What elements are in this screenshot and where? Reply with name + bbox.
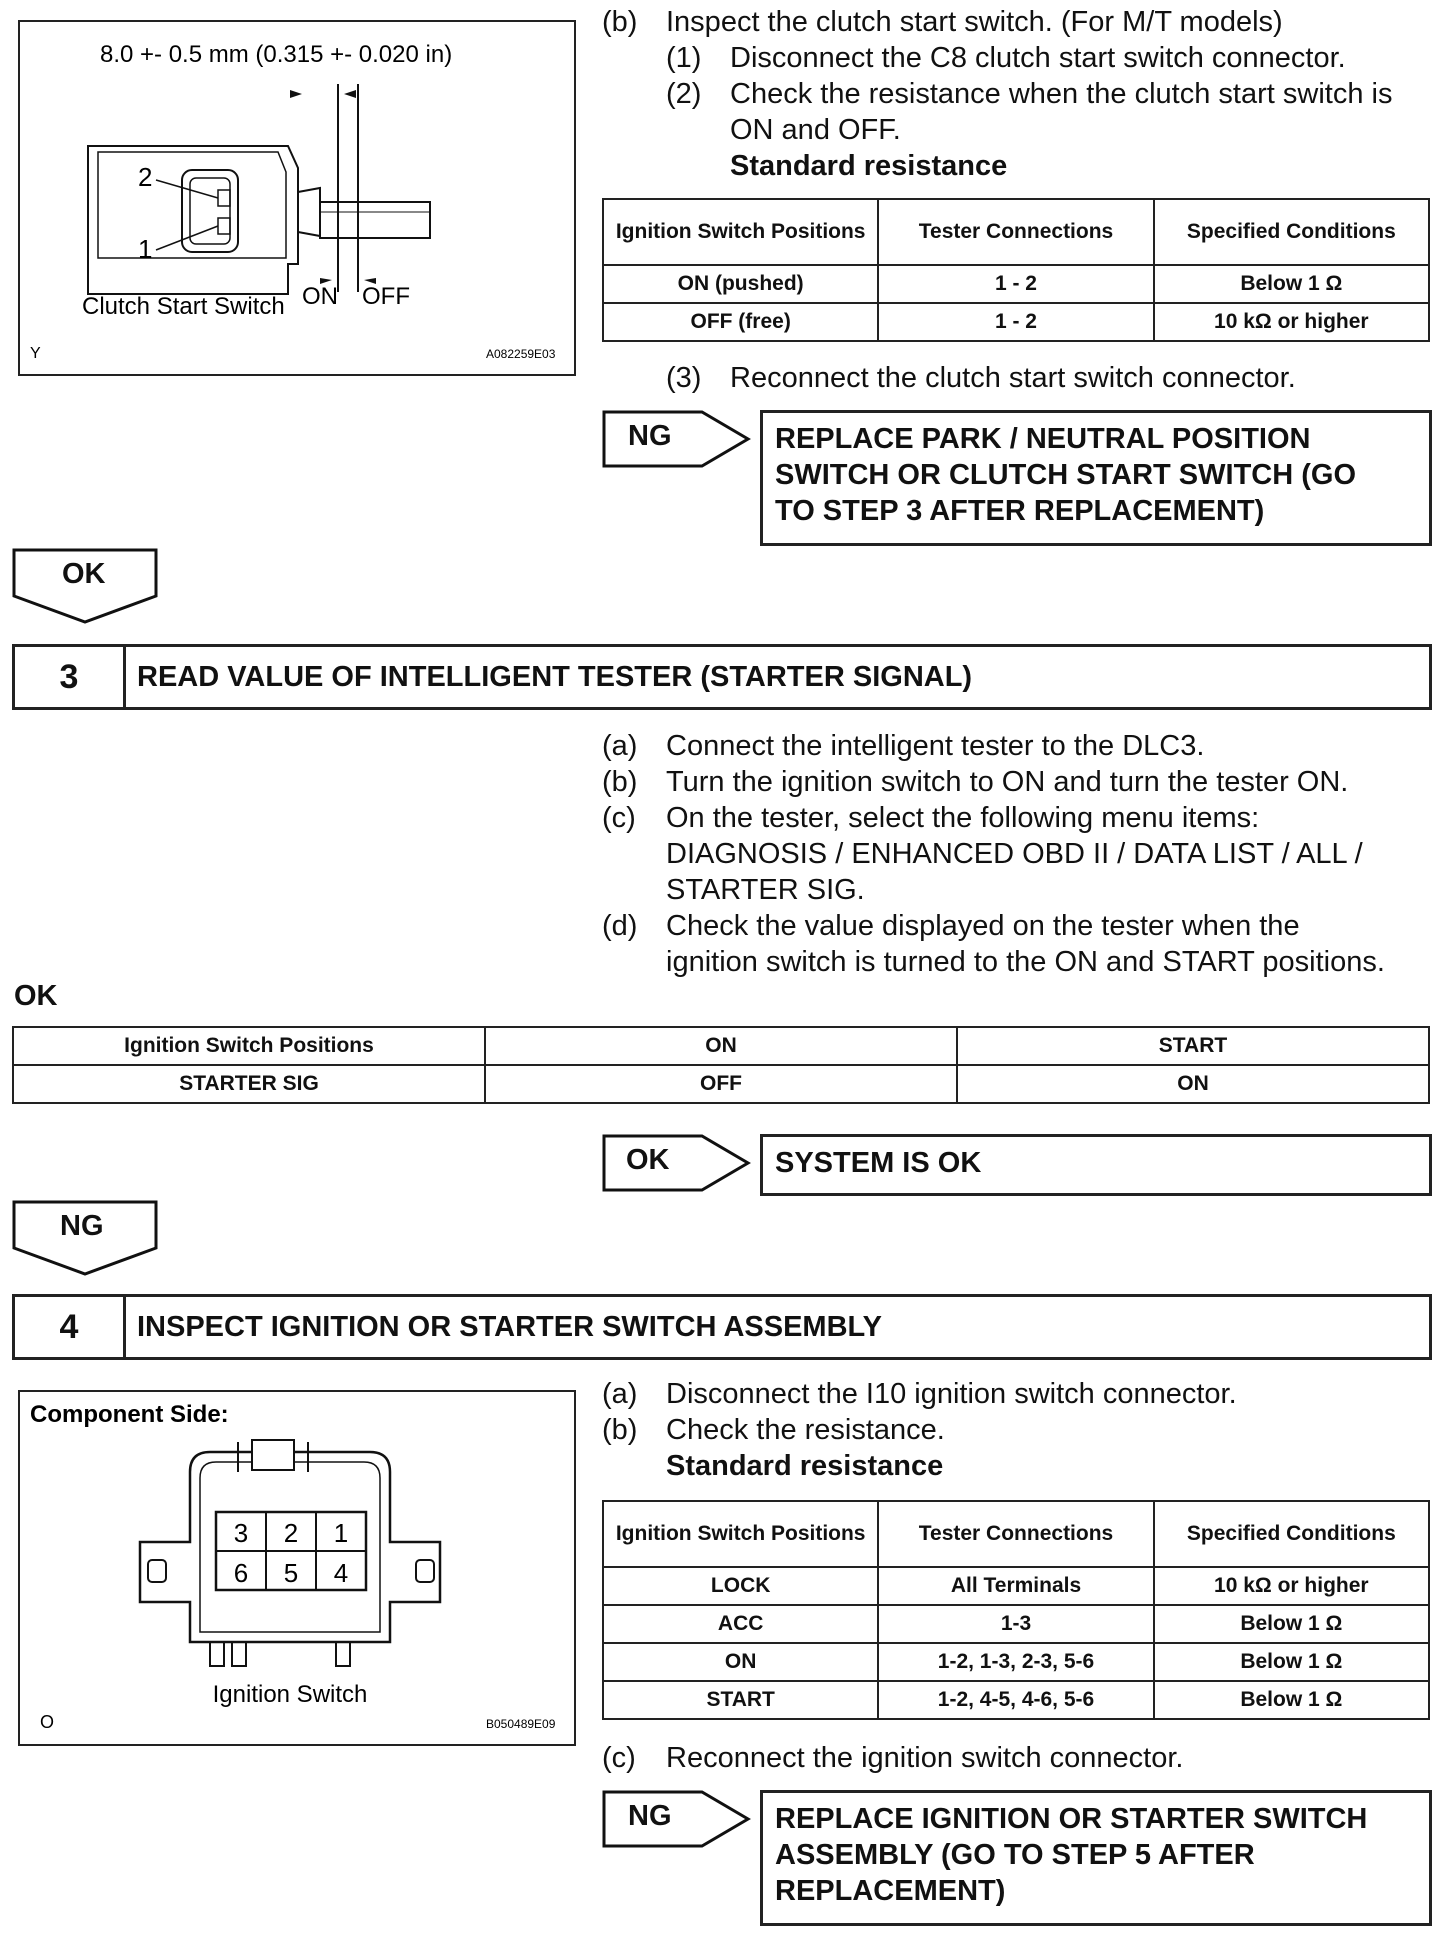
pin-5-label: 5 <box>283 1558 299 1588</box>
pin-2-label: 2 <box>138 162 153 192</box>
pin-1-label: 1 <box>333 1518 349 1548</box>
clutch-switch-diagram <box>20 22 574 374</box>
pin-4-label: 4 <box>333 1558 349 1588</box>
pin-3-label: 3 <box>233 1518 249 1548</box>
step-title: INSPECT IGNITION OR STARTER SWITCH ASSEMBLY <box>137 1311 882 1343</box>
component-side-label: Component Side: <box>30 1401 229 1428</box>
ignition-switch-figure <box>18 1390 576 1746</box>
pin-1-label: 1 <box>138 234 153 264</box>
ignition-switch-caption: Ignition Switch <box>212 1681 368 1708</box>
table-row: ON (pushed) 1 - 2 Below 1 Ω <box>603 265 1429 303</box>
figure-corner-mark: O <box>40 1712 55 1732</box>
clutch-switch-resistance-table <box>602 198 1430 342</box>
table-header-row: Ignition Switch Positions Tester Connections Specified Conditions <box>603 199 1429 265</box>
pin-6-label: 6 <box>233 1558 249 1588</box>
ok-tag-step3: OK <box>602 1134 752 1192</box>
step-number: 3 <box>15 647 126 707</box>
off-label: OFF <box>362 283 410 310</box>
ng-tag-step2: NG <box>602 410 752 468</box>
ok-flow-arrow: OK <box>12 548 158 624</box>
clutch-switch-figure <box>18 20 576 376</box>
table-row: ON 1-2, 1-3, 2-3, 5-6 Below 1 Ω <box>603 1643 1429 1681</box>
table-row: OFF (free) 1 - 2 10 kΩ or higher <box>603 303 1429 341</box>
table-row: START 1-2, 4-5, 4-6, 5-6 Below 1 Ω <box>603 1681 1429 1719</box>
table-header-row: Ignition Switch Positions Tester Connections Specified Conditions <box>603 1501 1429 1567</box>
step-title: READ VALUE OF INTELLIGENT TESTER (STARTER SIGNAL) <box>137 661 973 693</box>
ignition-switch-resistance-table <box>602 1500 1430 1720</box>
dimension-label: 8.0 +- 0.5 mm (0.315 +- 0.020 in) <box>100 41 453 68</box>
ng-flow-arrow: NG <box>12 1200 158 1276</box>
figure-code: B050489E09 <box>486 1717 556 1731</box>
step-4-header <box>12 1294 1432 1360</box>
table-row: LOCK All Terminals 10 kΩ or higher <box>603 1567 1429 1605</box>
table-header-row: Ignition Switch Positions ON START <box>13 1027 1429 1065</box>
step-number: 4 <box>15 1297 126 1357</box>
ignition-connector-diagram <box>20 1392 574 1744</box>
system-ok-box: SYSTEM IS OK <box>760 1134 1432 1196</box>
reconnect-clutch-step: (3) Reconnect the clutch start switch connector. <box>666 362 1296 394</box>
ok-result-label: OK <box>14 980 58 1012</box>
ng-action-box-step4: REPLACE IGNITION OR STARTER SWITCH ASSEMBLY (GO TO STEP 5 AFTER REPLACEMENT) <box>760 1790 1432 1926</box>
on-label: ON <box>302 283 338 310</box>
ng-tag-step4: NG <box>602 1790 752 1848</box>
table-row: ACC 1-3 Below 1 Ω <box>603 1605 1429 1643</box>
figure-corner-mark: Y <box>30 345 41 362</box>
step-3-header <box>12 644 1432 710</box>
ng-action-box-step2: REPLACE PARK / NEUTRAL POSITION SWITCH OR CLUTCH START SWITCH (GO TO STEP 3 AFTER REPLACEMENT) <box>760 410 1432 546</box>
reconnect-ignition-step: (c) Reconnect the ignition switch connector. <box>602 1742 1184 1774</box>
clutch-switch-caption: Clutch Start Switch <box>82 293 285 320</box>
figure-code: A082259E03 <box>486 347 556 361</box>
pin-2-label: 2 <box>283 1518 299 1548</box>
table-row: STARTER SIG OFF ON <box>13 1065 1429 1103</box>
starter-signal-table <box>12 1026 1430 1104</box>
